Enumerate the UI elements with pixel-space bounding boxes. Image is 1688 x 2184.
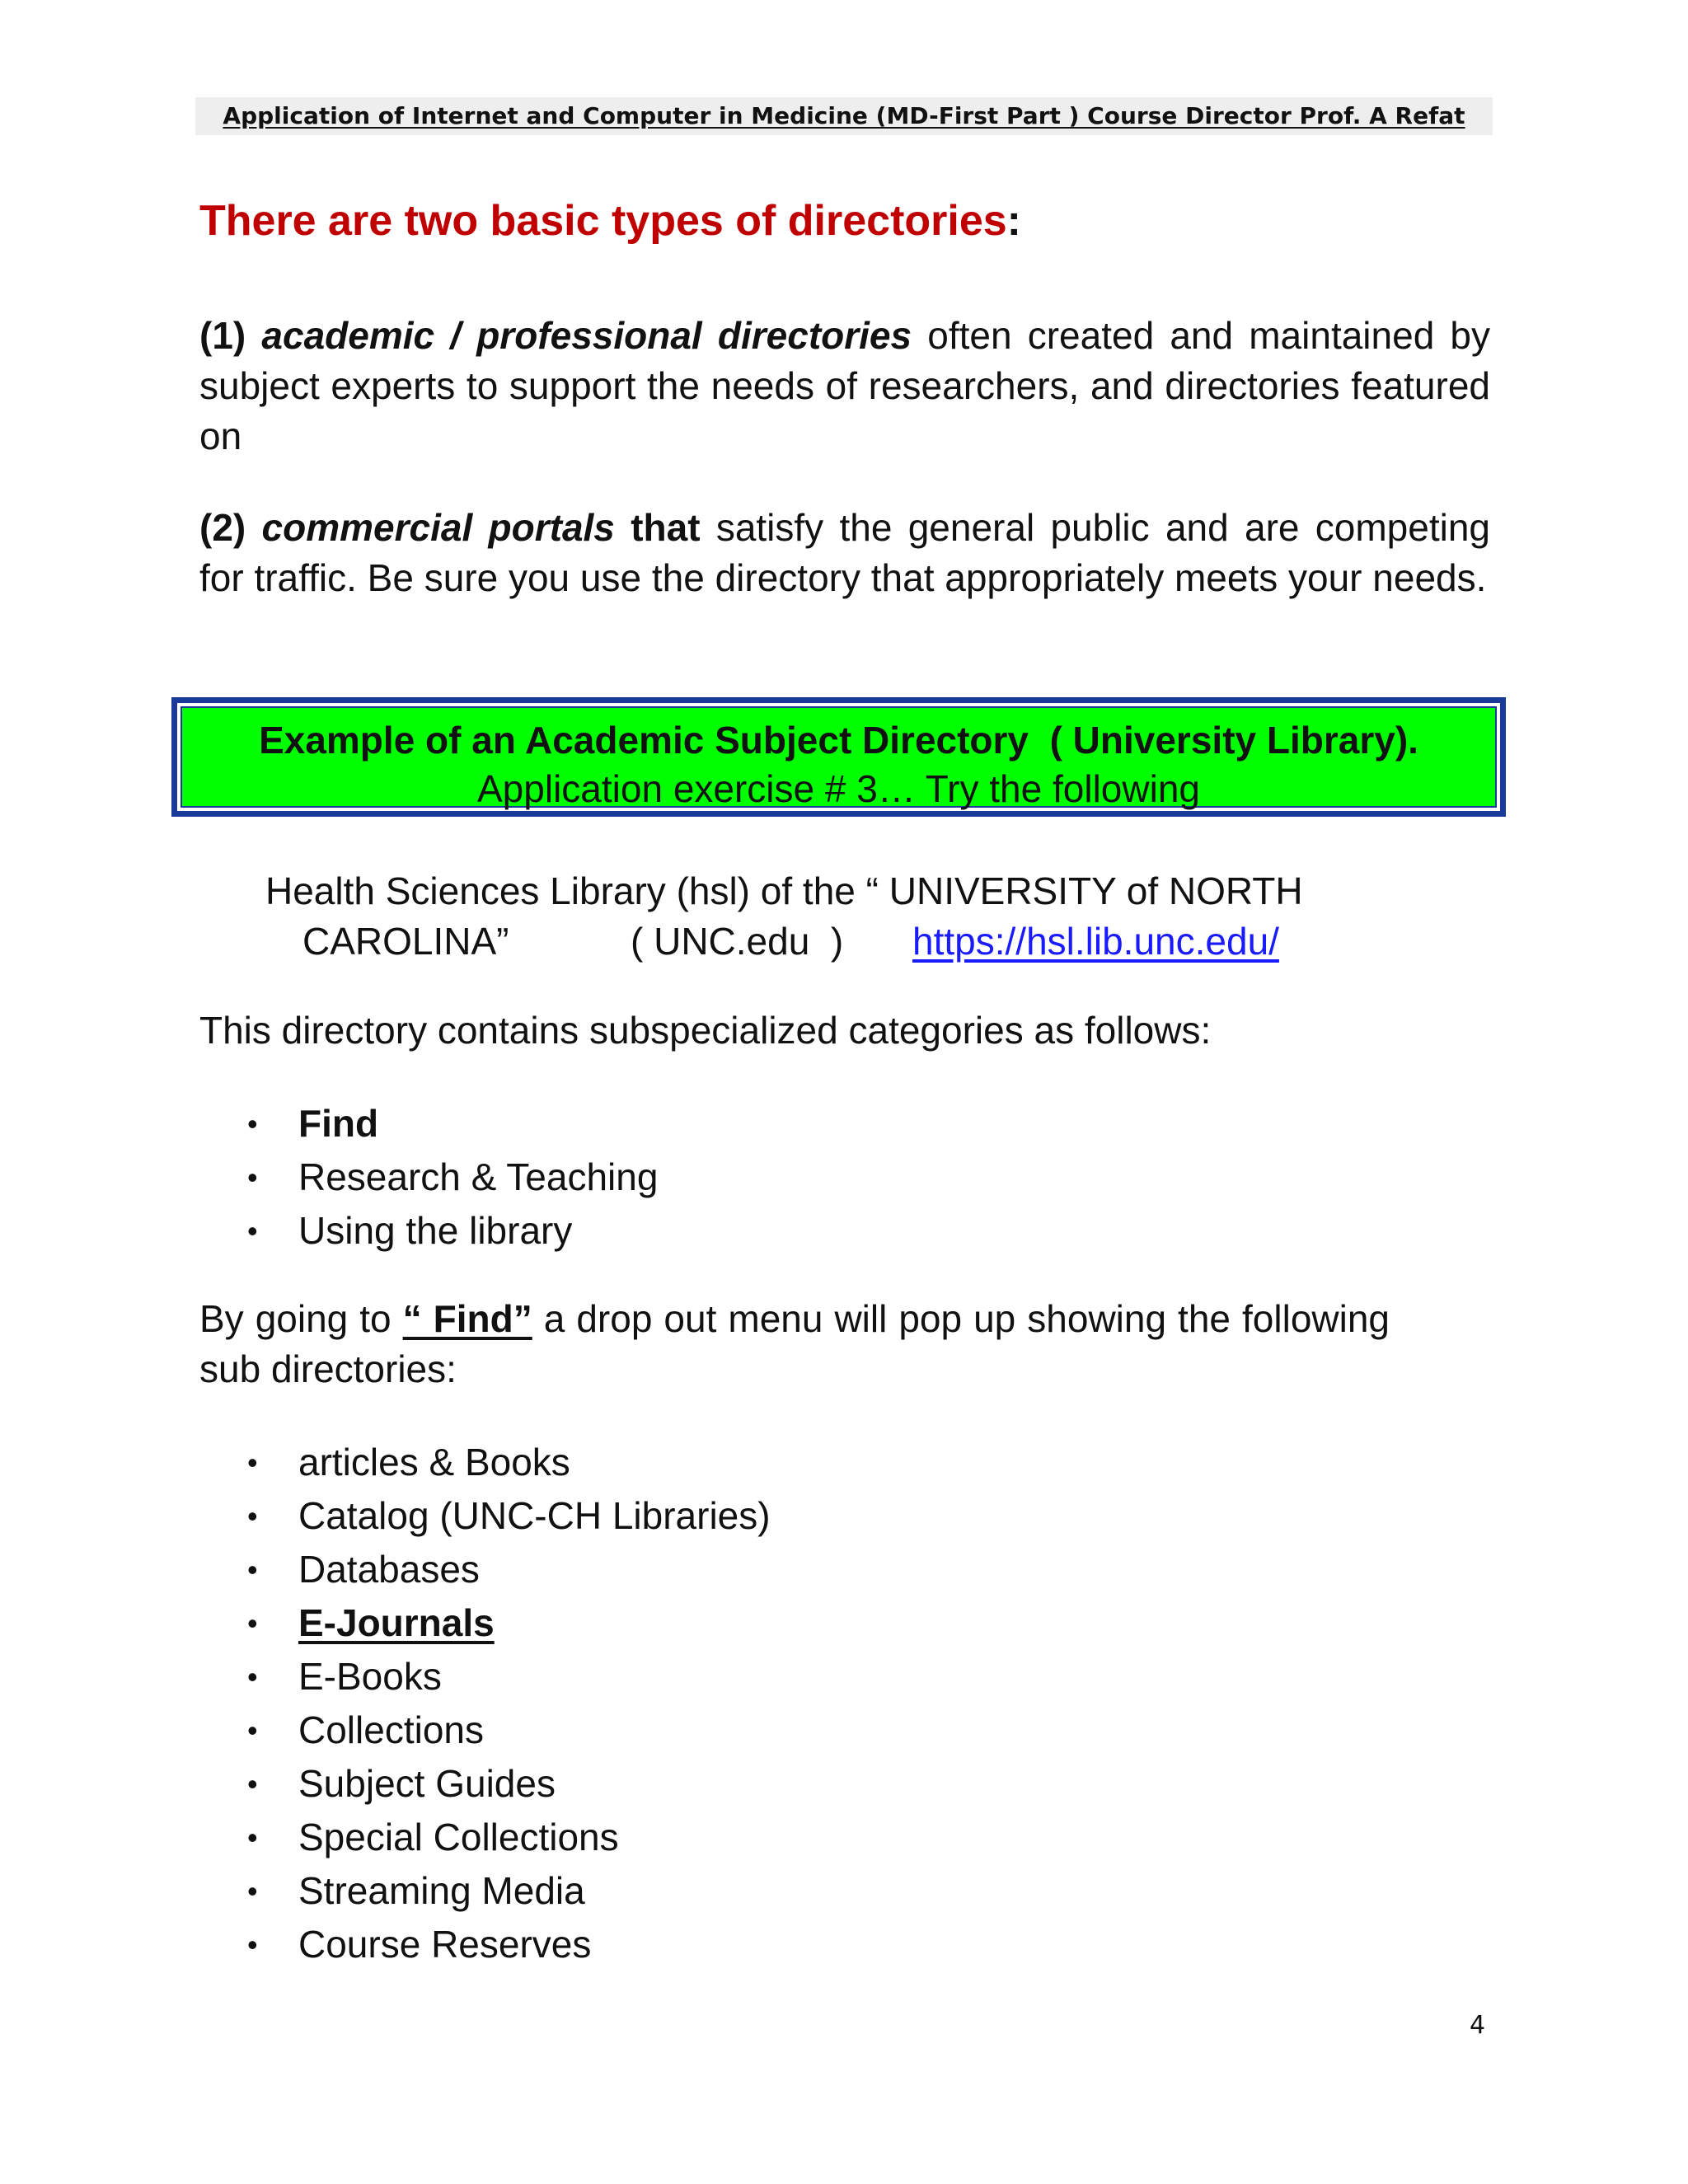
bullet-icon: • <box>247 1821 258 1854</box>
list-item <box>247 1704 771 1757</box>
sub-directory-streaming-media: Streaming Media <box>298 1869 585 1912</box>
category-using-library: Using the library <box>298 1209 573 1252</box>
sub-directory-e-books: E-Books <box>298 1655 442 1698</box>
library-name-line-1: Health Sciences Library (hsl) of the “ UNIVERSITY of NORTH <box>265 869 1303 912</box>
page-header-text: Application of Internet and Computer in Medicine (MD-First Part ) Course Director Prof. A Refat <box>223 102 1465 129</box>
category-research-teaching: Research & Teaching <box>298 1155 659 1198</box>
list-item <box>247 1918 771 1971</box>
bullet-icon: • <box>247 1767 258 1801</box>
directory-type-academic <box>199 311 1490 462</box>
directory-type-term: academic / professional directories <box>261 314 912 357</box>
bullet-icon: • <box>247 1928 258 1961</box>
section-heading-colon: : <box>1006 197 1021 245</box>
sub-directory-special-collections: Special Collections <box>298 1816 619 1858</box>
library-link[interactable]: https://hsl.lib.unc.edu/ <box>912 920 1279 963</box>
category-find: Find <box>298 1102 379 1145</box>
categories-intro: This directory contains subspecialized categories as follows: <box>199 1009 1212 1052</box>
list-item <box>247 1436 771 1489</box>
list-item <box>247 1864 771 1918</box>
find-sentence-after: a drop out menu will pop up showing the following sub directories: <box>199 1297 1390 1390</box>
bullet-icon: • <box>247 1160 258 1194</box>
directory-type-text: satisfy the general public and are competing for traffic. Be sure you use the directory that appropriately meets your needs. <box>199 506 1490 599</box>
bullet-icon: • <box>247 1499 258 1533</box>
example-box <box>171 697 1506 817</box>
list-item <box>247 1757 771 1811</box>
library-domain: ( UNC.edu ) <box>631 920 844 963</box>
list-item <box>247 1151 658 1204</box>
list-item <box>247 1489 771 1543</box>
find-link-word: “ Find” <box>402 1297 532 1340</box>
section-heading-text: There are two basic types of directories <box>199 197 1007 245</box>
directory-type-number: (2) <box>199 506 246 549</box>
sub-directory-subject-guides: Subject Guides <box>298 1762 556 1805</box>
bullet-icon: • <box>247 1606 258 1640</box>
library-name-line-2: CAROLINA” <box>302 920 509 963</box>
directory-type-text: often created and maintained by subject experts to support the needs of researchers, and directories featured on <box>199 314 1491 457</box>
sub-directory-articles-books: articles & Books <box>298 1441 570 1483</box>
section-heading <box>199 196 1021 246</box>
example-box-title: Example of an Academic Subject Directory ( University Library). <box>259 719 1418 762</box>
directory-type-term: commercial portals <box>261 506 615 549</box>
example-box-subtitle: Application exercise # 3… Try the following <box>477 767 1200 810</box>
example-box-fill <box>181 706 1497 808</box>
page-header <box>195 97 1493 135</box>
bullet-icon: • <box>247 1107 258 1141</box>
list-item <box>247 1204 658 1258</box>
find-sentence <box>199 1294 1390 1394</box>
list-item <box>247 1811 771 1864</box>
bullet-icon: • <box>247 1214 258 1248</box>
sub-directory-catalog: Catalog (UNC-CH Libraries) <box>298 1494 771 1537</box>
sub-directory-collections: Collections <box>298 1708 484 1751</box>
list-item <box>247 1650 771 1704</box>
sub-directories-list <box>247 1436 771 1971</box>
list-item <box>247 1543 771 1596</box>
page-number: 4 <box>1470 2011 1486 2040</box>
bullet-icon: • <box>247 1713 258 1747</box>
find-sentence-before: By going to <box>199 1297 403 1340</box>
list-item <box>247 1596 771 1650</box>
list-item <box>247 1097 658 1151</box>
directory-type-connector: that <box>631 506 701 549</box>
bullet-icon: • <box>247 1660 258 1694</box>
sub-directory-course-reserves: Course Reserves <box>298 1923 592 1966</box>
categories-list <box>247 1097 658 1258</box>
bullet-icon: • <box>247 1874 258 1908</box>
sub-directory-databases: Databases <box>298 1548 480 1591</box>
directory-type-commercial <box>199 503 1490 603</box>
sub-directory-e-journals: E-Journals <box>298 1601 495 1644</box>
bullet-icon: • <box>247 1553 258 1586</box>
bullet-icon: • <box>247 1446 258 1479</box>
directory-type-number: (1) <box>199 314 246 357</box>
